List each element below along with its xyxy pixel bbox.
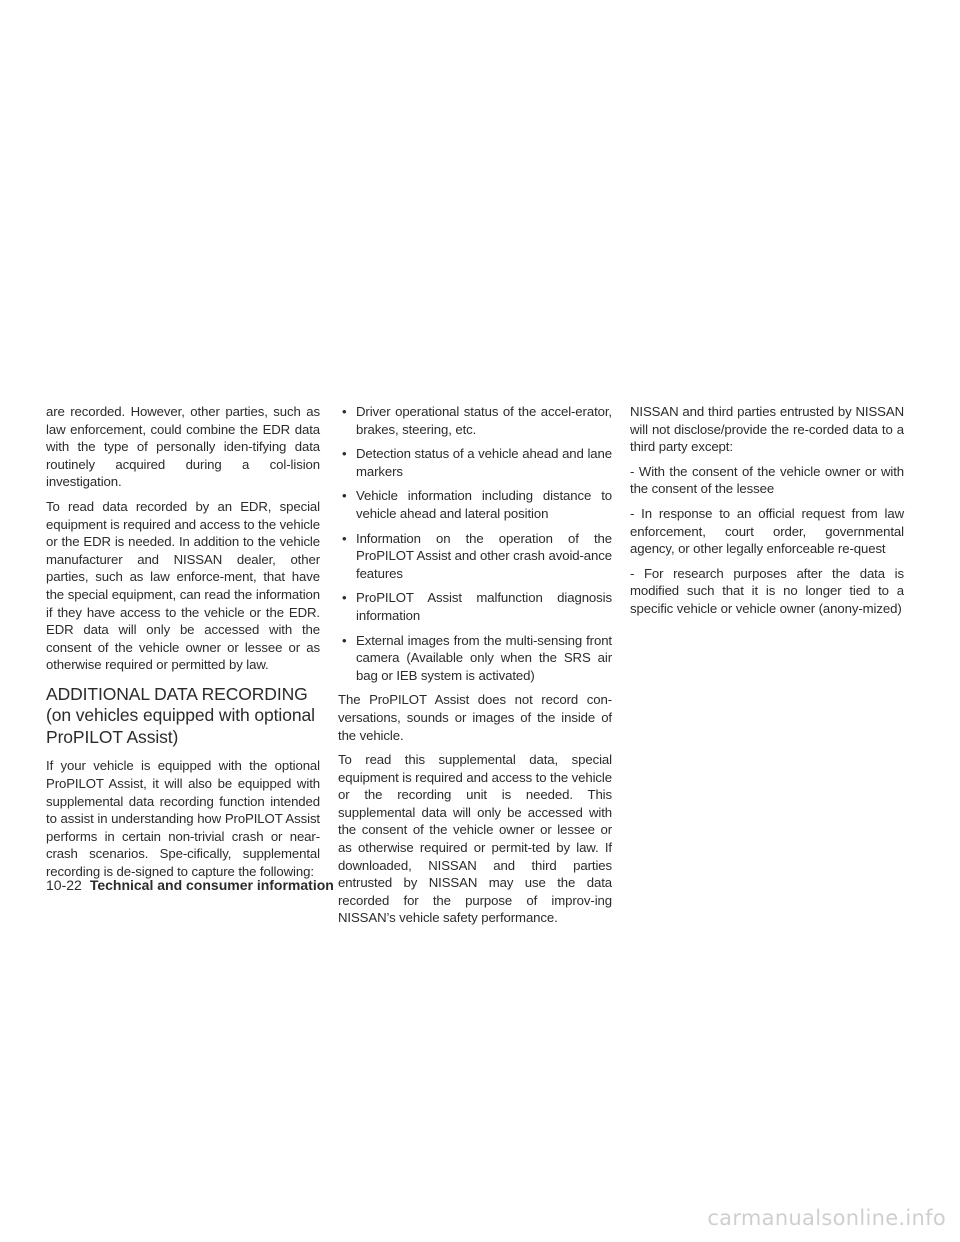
paragraph-no-cabin-recording: The ProPILOT Assist does not record con-versations, sounds or images of the inside of the vehicle.	[338, 692, 612, 743]
list-item	[338, 589, 612, 624]
section-heading: ADDITIONAL DATA RECORDING (on vehicles equipped with optional ProPILOT Assist)	[46, 683, 315, 747]
list-item	[338, 530, 612, 583]
paragraph-disclosure: NISSAN and third parties entrusted by NISSAN will not disclose/provide the re-corded data to a third party except:	[630, 404, 904, 455]
list-item	[338, 487, 612, 522]
paragraph-research-exception: - For research purposes after the data is modified such that it is no longer tied to a specific vehicle or vehicle owner (anony-mized)	[630, 565, 904, 616]
list-item-text: Detection status of a vehicle ahead and lane markers	[356, 446, 612, 479]
recorded-items-list	[338, 403, 612, 684]
list-item	[338, 445, 612, 480]
column-2	[338, 403, 612, 934]
bullet-mark: •	[342, 404, 347, 419]
list-item-text: External images from the multi-sensing front camera (Available only when the SRS air bag or IEB system is activated)	[356, 632, 612, 683]
paragraph-edr-privacy: are recorded. However, other parties, such as law enforcement, could combine the EDR data with the type of personally iden-tifying data routinely acquired during a col-lision investigation.	[46, 404, 320, 490]
paragraph-propilot-intro: If your vehicle is equipped with the optional ProPILOT Assist, it will also be equipped with supplemental data recording function intended to assist in understanding how ProPILOT Assist performs in certain non-trivial crash or near-crash scenarios. Spe-cifically, supplemental recording is de-signed to capture the following:	[46, 758, 320, 879]
paragraph-legal-exception: - In response to an official request from law enforcement, court order, governmental agency, or other legally enforceable re-quest	[630, 505, 904, 557]
bullet-mark: •	[342, 446, 347, 462]
bullet-mark: •	[342, 632, 347, 648]
bullet-mark: •	[342, 590, 347, 606]
list-item	[338, 403, 612, 438]
list-item	[338, 632, 612, 685]
paragraph-supplemental-access: To read this supplemental data, special equipment is required and access to the vehicle or the recording unit is needed. This supplemental data will only be accessed with the consent of the vehicle owner or lessee or as otherwise required or permit-ted by law. If downloaded, NISSAN and third parties entrusted by NISSAN may use the data recorded for the purpose of improv-ing NISSAN’s vehicle safety performance.	[338, 752, 612, 926]
paragraph-consent-exception: - With the consent of the vehicle owner or with the consent of the lessee	[630, 463, 904, 497]
list-item-text: Information on the operation of the ProPILOT Assist and other crash avoid-ance features	[356, 530, 612, 581]
page-number: 10-22	[46, 877, 82, 893]
footer-section-title: Technical and consumer information	[89, 877, 334, 893]
column-1	[46, 403, 320, 888]
list-item-text: ProPILOT Assist malfunction diagnosis information	[356, 590, 612, 623]
bullet-mark: •	[342, 488, 347, 504]
column-3	[630, 403, 904, 625]
page-footer	[46, 876, 334, 894]
watermark: carmanualsonline.info	[707, 1206, 946, 1230]
list-item-text: Vehicle information including distance to vehicle ahead and lateral position	[356, 488, 612, 521]
paragraph-edr-access: To read data recorded by an EDR, special equipment is required and access to the vehicle or the EDR is needed. In addition to the vehicle manufacturer and NISSAN dealer, other parties, such as law enforce-ment, that have the special equipment, can read the information if they have access to the vehicle or the EDR. EDR data will only be accessed with the consent of the vehicle owner or lessee or as otherwise required or permitted by law.	[46, 498, 320, 673]
bullet-mark: •	[342, 530, 347, 546]
list-item-text: Driver operational status of the accel-erator, brakes, steering, etc.	[356, 404, 612, 437]
